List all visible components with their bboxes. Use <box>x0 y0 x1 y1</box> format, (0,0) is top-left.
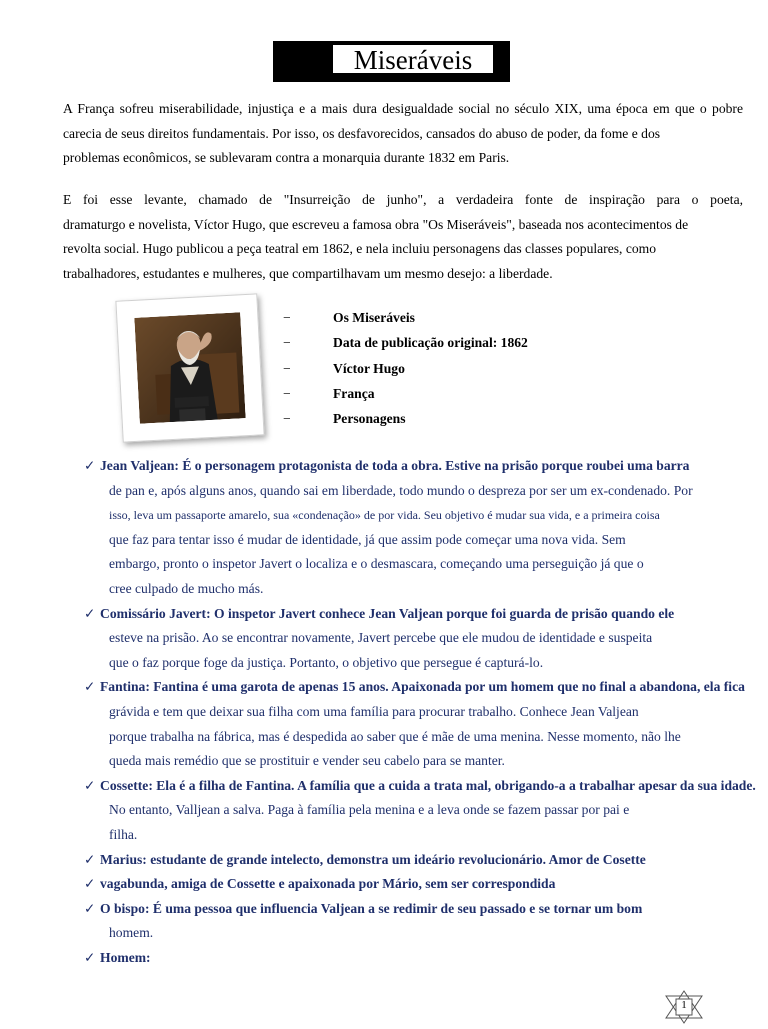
fact-item <box>283 381 528 406</box>
book-facts-list <box>283 305 528 431</box>
fact-text: Os Miseráveis <box>333 310 415 325</box>
character-javert <box>84 602 734 627</box>
character-text: Marius: estudante de grande intelecto, demonstra um ideário revolucionário. Amor de Cosette <box>100 851 646 867</box>
character-text: porque trabalha na fábrica, mas é despedida ao saber que é mãe de uma menina. Nesse momento, não lhe <box>109 728 681 744</box>
checkmark-icon: ✓ <box>84 605 96 621</box>
checkmark-icon: ✓ <box>84 949 96 965</box>
checkmark-icon: ✓ <box>84 900 96 916</box>
dash-bullet-icon: − <box>283 411 291 427</box>
fact-text: Data de publicação original: 1862 <box>333 335 528 351</box>
character-text: No entanto, Valljean a salva. Paga à família pela menina e a leva onde se fazem passar por pai e <box>109 802 630 818</box>
character-text: que o faz porque foge da justiça. Portanto, o objetivo que persegue é capturá-lo. <box>109 654 544 670</box>
character-text: Cossette: Ela é a filha de Fantina. A família que a cuida a trata mal, obrigando-a a trabalhar apesar da sua idade. <box>100 777 756 793</box>
intro-line: carecia de seus direitos fundamentais. Por isso, os desfavorecidos, cansados do abuso de poder, da fome e dos <box>63 125 661 141</box>
intro-line: A França sofreu miserabilidade, injustiça e a mais dura desigualdade social no século XIX, uma época em que o pobre <box>63 101 743 116</box>
character-text: vagabunda, amiga de Cossette e apaixonada por Mário, sem ser correspondida <box>100 876 556 892</box>
character-text: cree culpado de mucho más. <box>109 580 264 596</box>
fact-text: Personagens <box>333 411 406 427</box>
character-text: esteve na prisão. Ao se encontrar novamente, Javert percebe que ele mudou de identidade e suspeita <box>109 630 653 646</box>
fact-text: França <box>333 385 375 401</box>
character-text: isso, leva um passaporte amarelo, sua «condenação» de por vida. Seu objetivo é mudar sua vida, e a primeira coisa <box>109 508 660 523</box>
page-title: Miseráveis <box>333 45 493 73</box>
fact-item <box>283 305 528 330</box>
characters-list <box>84 454 756 970</box>
character-marius <box>84 848 734 873</box>
character-jean-valjean <box>84 454 734 479</box>
page-number: 1 <box>681 999 687 1011</box>
character-text: Comissário Javert: O inspetor Javert conhece Jean Valjean porque foi guarda de prisão quando ele <box>100 605 675 621</box>
fact-item <box>283 356 528 381</box>
intro-line: problemas econômicos, se sublevaram contra a monarquia durante 1832 em Paris. <box>63 150 510 165</box>
page-number-badge <box>664 990 704 1024</box>
checkmark-icon: ✓ <box>84 876 96 892</box>
character-text: filha. <box>109 826 138 842</box>
character-bispo <box>84 897 734 922</box>
character-text: queda mais remédio que se prostituir e vender seu cabelo para se manter. <box>109 753 505 769</box>
character-text: grávida e tem que deixar sua filha com uma família para procurar trabalho. Conhece Jean Valjean <box>109 703 639 719</box>
character-text: de pan e, após alguns anos, quando sai em liberdade, todo mundo o despreza por ser um ex-condenado. Por <box>109 482 693 498</box>
dash-bullet-icon: − <box>283 310 291 325</box>
character-text: homem. <box>109 925 154 941</box>
dash-bullet-icon: − <box>283 385 291 401</box>
checkmark-icon: ✓ <box>84 458 96 473</box>
character-text: Fantina: Fantina é uma garota de apenas 15 anos. Apaixonada por um homem que no final a abandona, ela fica <box>100 679 745 695</box>
intro-line: revolta social. Hugo publicou a peça teatral em 1862, e nela incluiu personagens das classes populares, como <box>63 241 657 256</box>
intro-line: trabalhadores, estudantes e mulheres, que compartilhavam um mesmo desejo: a liberdade. <box>63 265 553 281</box>
intro-paragraph-2 <box>63 188 743 286</box>
character-text: embargo, pronto o inspetor Javert o localiza e o desmascara, começando uma perseguição já que o <box>109 556 644 572</box>
character-fantina <box>84 675 745 700</box>
character-cossette <box>84 774 756 799</box>
fact-text: Víctor Hugo <box>333 360 405 376</box>
character-text: Homem: <box>100 949 151 965</box>
intro-paragraph-1 <box>63 97 743 171</box>
author-photo-frame <box>115 293 264 442</box>
dash-bullet-icon: − <box>283 335 291 351</box>
character-text: que faz para tentar isso é mudar de identidade, já que assim pode começar uma nova vida. Sem <box>109 531 626 547</box>
character-homem <box>84 946 734 971</box>
fact-item <box>283 406 528 431</box>
victor-hugo-portrait <box>134 312 245 423</box>
checkmark-icon: ✓ <box>84 777 96 793</box>
character-vagabunda <box>84 872 734 897</box>
intro-line: E foi esse levante, chamado de "Insurreição de junho", a verdadeira fonte de inspiração para o poeta, <box>63 192 743 207</box>
title-banner <box>273 41 510 82</box>
checkmark-icon: ✓ <box>84 851 96 867</box>
character-text: Jean Valjean: É o personagem protagonista de toda a obra. Estive na prisão porque roubei uma barra <box>100 458 690 473</box>
checkmark-icon: ✓ <box>84 679 96 695</box>
character-text: O bispo: É uma pessoa que influencia Valjean a se redimir de seu passado e se tornar um bom <box>100 900 643 916</box>
dash-bullet-icon: − <box>283 360 291 376</box>
intro-line: dramaturgo e novelista, Víctor Hugo, que escreveu a famosa obra "Os Miseráveis", baseada nos acontecimentos de <box>63 216 689 232</box>
fact-item <box>283 330 528 355</box>
